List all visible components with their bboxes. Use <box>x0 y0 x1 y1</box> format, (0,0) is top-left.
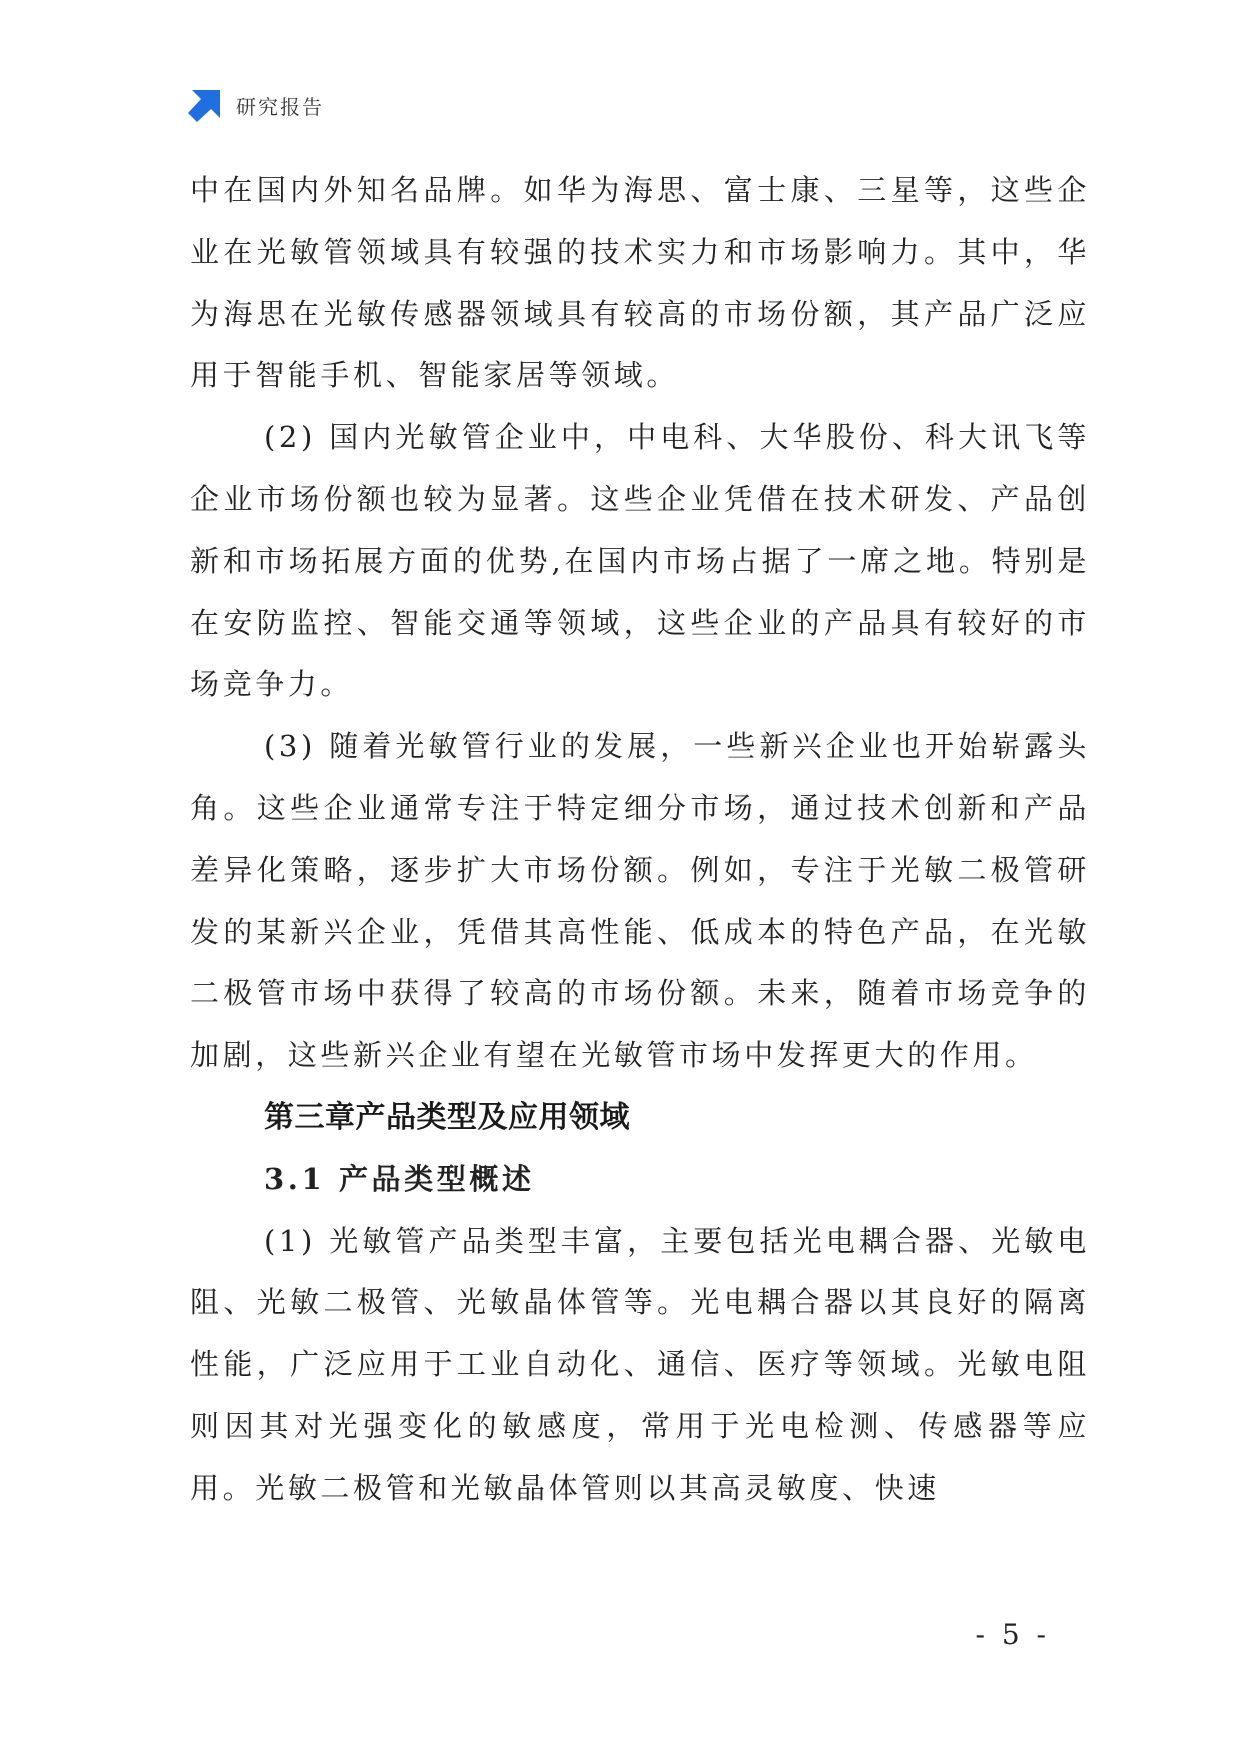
paragraph-2: (2) 国内光敏管企业中，中电科、大华股份、科大讯飞等企业市场份额也较为显著。这些企业凭借在技术研发、产品创新和市场拓展方面的优势,在国内市场占据了一席之地。特别是在安防监控、智能交通等领域，这些企业的产品具有较好的市场竞争力。 <box>190 420 1090 702</box>
section-paragraph-1: (1) 光敏管产品类型丰富，主要包括光电耦合器、光敏电阻、光敏二极管、光敏晶体管等。光电耦合器以其良好的隔离性能，广泛应用于工业自动化、通信、医疗等领域。光敏电阻则因其对光强变化的敏感度，常用于光电检测、传感器等应用。光敏二极管和光敏晶体管则以其高灵敏度、快速 <box>190 1223 1090 1505</box>
arrow-logo-icon <box>188 88 222 122</box>
section-heading: 3.1 产品类型概述 <box>264 1161 535 1196</box>
document-body <box>190 160 1090 1520</box>
page-number: - 5 - <box>975 1618 1050 1651</box>
chapter-heading: 第三章产品类型及应用领域 <box>264 1099 630 1135</box>
paragraph-3: (3) 随着光敏管行业的发展，一些新兴企业也开始崭露头角。这些企业通常专注于特定细分市场，通过技术创新和产品差异化策略，逐步扩大市场份额。例如，专注于光敏二极管研发的某新兴企业，凭借其高性能、低成本的特色产品，在光敏二极管市场中获得了较高的市场份额。未来，随着市场竞争的加剧，这些新兴企业有望在光敏管市场中发挥更大的作用。 <box>190 729 1090 1073</box>
document-header <box>188 88 324 122</box>
paragraph-continued: 中在国内外知名品牌。如华为海思、富士康、三星等，这些企业在光敏管领域具有较强的技术实力和市场影响力。其中，华为海思在光敏传感器领域具有较高的市场份额，其产品广泛应用于智能手机、智能家居等领域。 <box>190 173 1090 393</box>
header-title: 研究报告 <box>236 94 324 119</box>
